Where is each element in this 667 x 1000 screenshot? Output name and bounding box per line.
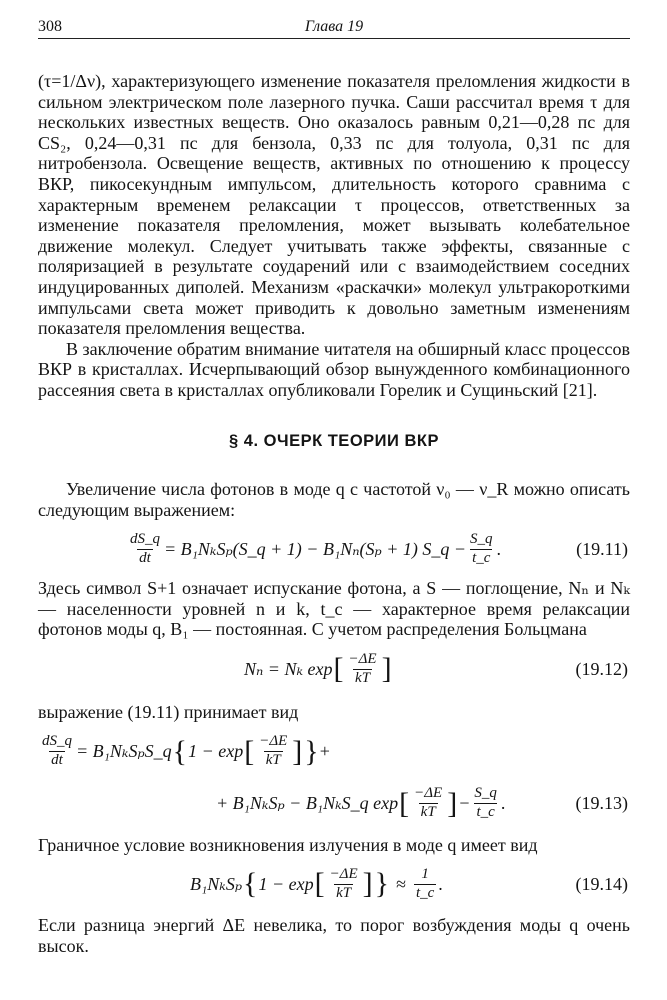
fraction-denominator: kT	[355, 669, 371, 686]
derivative-fraction	[40, 734, 74, 769]
paragraph-5: выражение (19.11) принимает вид	[38, 702, 299, 723]
paragraph-3: Увеличение числа фотонов в моде q с частотой ν₀ — ν_R можно описать следующим выражением:	[38, 479, 630, 520]
equation-number: (19.14)	[575, 873, 628, 894]
fraction-numerator: S_q	[469, 531, 493, 548]
right-bracket: ]	[292, 734, 303, 768]
right-brace: }	[374, 867, 390, 901]
left-brace: {	[243, 867, 258, 901]
equation-19-11	[38, 526, 630, 572]
fraction-numerator: −ΔE	[414, 785, 443, 802]
running-header	[38, 14, 630, 39]
fraction-numerator: 1	[421, 866, 429, 882]
fraction-numerator: −ΔE	[348, 650, 377, 667]
left-bracket: [	[314, 867, 325, 901]
equation-19-13-line-2	[38, 781, 630, 827]
equation-number: (19.13)	[575, 793, 628, 814]
boltzmann-fraction	[412, 786, 444, 821]
boltzmann-fraction	[257, 734, 289, 769]
equation-19-14	[38, 861, 630, 907]
equation-number: (19.11)	[576, 538, 628, 559]
fraction-numerator: dS_q	[130, 531, 160, 548]
fraction-denominator: t_c	[476, 804, 495, 821]
equation-plus: +	[319, 741, 330, 762]
equation-expression	[244, 646, 393, 692]
equation-number: (19.12)	[575, 658, 628, 679]
relaxation-fraction	[468, 532, 495, 567]
right-brace: }	[304, 734, 319, 768]
paragraph-7: Если разница энергий ΔE невелика, то порог возбуждения моды q очень высок.	[38, 915, 630, 956]
equation-19-12	[38, 646, 630, 692]
right-bracket: ]	[362, 867, 373, 901]
equation-lhs: B₁NₖSₚ	[190, 873, 243, 894]
equation-expression	[190, 861, 443, 907]
equation-terms: 1 − exp	[258, 873, 314, 894]
left-bracket: [	[244, 734, 255, 768]
fraction-numerator: −ΔE	[329, 866, 358, 882]
boltzmann-fraction	[347, 652, 379, 687]
fraction-denominator: kT	[265, 752, 281, 769]
paragraph-1: (τ=1/Δν), характеризующего изменение показателя преломления жидкости в сильном электрическом поле лазерного пучка. Саши рассчитал время τ для нескольких известных веществ. Оно оказалось равным 0,21—0,28 пс для CS₂, 0,24—0,31 пс для бензола, 0,33 пс для толуола, 0,31 пс для нитробензола. Освещение веществ, активных по отношению к процессу ВКР, пикосекундным импульсом, длительность которого сравнима с характерным временем релаксации τ процессов, ответственных за изменение показателя преломления, может вызывать колебательное движение молекул. Следует учитывать также эффекты, связанные с поляризацией в результате соударений или с взаимодействием соседних индуцированных диполей. Механизм «раскачки» молекул ультракороткими импульсами света может приводить к довольно заметным изменениям показателя преломления вещества.	[38, 71, 630, 339]
equation-period: .	[496, 538, 501, 559]
section-heading: § 4. ОЧЕРК ТЕОРИИ ВКР	[229, 431, 439, 450]
equation-terms: = B₁NₖSₚ(S_q + 1) − B₁Nₙ(Sₚ + 1) S_q −	[164, 538, 466, 559]
left-bracket: [	[333, 652, 344, 686]
equation-lhs: Nₙ = Nₖ exp	[244, 658, 333, 679]
fraction-denominator: dt	[139, 549, 151, 566]
paragraph-2: В заключение обратим внимание читателя на обширный класс процессов ВКР в кристаллах. Исчерпывающий обзор вынужденного комбинационного рассеяния света в кристаллах опубликовали Горелик и Сущиньский [21].	[38, 338, 630, 400]
right-bracket: ]	[381, 652, 392, 686]
right-bracket: ]	[447, 786, 458, 820]
left-bracket: [	[399, 786, 410, 820]
threshold-fraction	[414, 867, 436, 902]
page-body	[38, 71, 630, 956]
paragraph-6: Граничное условие возникновения излучения в моде q имеет вид	[38, 834, 538, 855]
equation-expression	[38, 729, 330, 775]
paragraph-4: Здесь символ S+1 означает испускание фотона, а S — поглощение, Nₙ и Nₖ — населенности уровней n и k, t_c — характерное время релаксации фотонов моды q, B₁ — постоянная. С учетом распределения Больцмана	[38, 578, 630, 640]
fraction-denominator: kT	[336, 884, 352, 901]
fraction-numerator: −ΔE	[259, 733, 288, 750]
fraction-denominator: t_c	[415, 884, 435, 901]
equation-expression	[216, 781, 505, 827]
equation-period: .	[500, 793, 506, 814]
fraction-numerator: dS_q	[42, 733, 72, 750]
fraction-denominator: dt	[51, 752, 63, 769]
equation-minus: −	[458, 793, 471, 814]
equation-expression	[126, 526, 501, 572]
left-brace: {	[172, 734, 188, 768]
equation-terms: + B₁NₖSₚ − B₁NₖS_q exp	[216, 793, 399, 814]
book-page	[38, 14, 630, 956]
equation-19-13-line-1	[38, 729, 630, 775]
equation-terms: = B₁NₖSₚS_q	[76, 741, 172, 762]
equation-terms: 1 − exp	[188, 741, 244, 762]
equation-period: .	[438, 873, 443, 894]
boltzmann-fraction	[328, 867, 360, 902]
fraction-denominator: kT	[420, 804, 436, 821]
chapter-title: Глава 19	[304, 18, 364, 35]
page-number: 308	[38, 18, 62, 35]
fraction-numerator: S_q	[474, 785, 497, 802]
approx-sign: ≈	[396, 873, 406, 894]
fraction-denominator: t_c	[472, 549, 491, 566]
relaxation-fraction	[472, 786, 499, 821]
derivative-fraction	[128, 532, 162, 567]
